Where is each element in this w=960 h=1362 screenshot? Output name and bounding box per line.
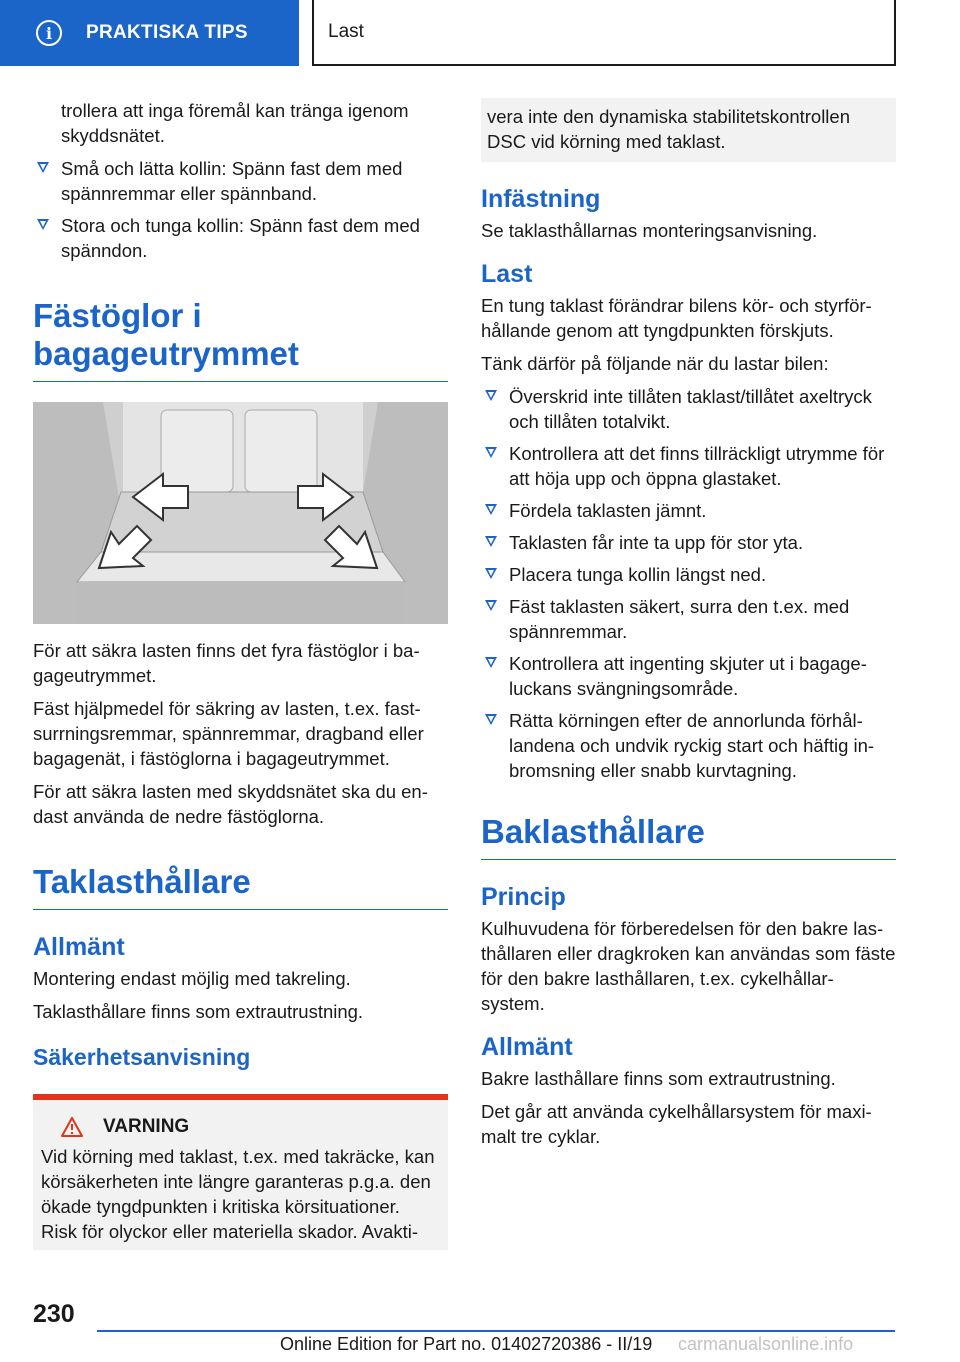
bullet-triangle-icon xyxy=(37,162,49,173)
warning-triangle-icon xyxy=(61,1117,83,1137)
bullet-triangle-icon xyxy=(485,504,497,515)
paragraph: Fäst hjälpmedel för säkring av lasten, t.ex. fast-surrningsremmar, spännremmar, dragband eller bagagenät, i fästöglorna i bagageutrymmet. xyxy=(33,698,424,769)
paragraph: En tung taklast förändrar bilens kör- och styrför-hållande genom att tyngdpunkten förskjuts. xyxy=(481,295,872,341)
list-item: Stora och tunga kollin: Spänn fast dem med spänndon. xyxy=(33,213,448,263)
bullet-triangle-icon xyxy=(485,600,497,611)
paragraph: Se taklasthållarnas monteringsanvisning. xyxy=(481,220,818,241)
paragraph: Bakre lasthållare finns som extrautrustning. xyxy=(481,1068,836,1089)
section-label: PRAKTISKA TIPS xyxy=(86,22,248,43)
bullet-triangle-icon xyxy=(485,714,497,725)
heading-infastning: Infästning xyxy=(481,185,601,213)
section-tab[interactable] xyxy=(0,0,299,66)
info-icon: i xyxy=(36,20,62,46)
bullet-triangle-icon xyxy=(485,536,497,547)
warning-continuation-box xyxy=(481,98,896,162)
heading-baklasthallare: Baklasthållare xyxy=(481,813,896,860)
heading-allmant-bak: Allmänt xyxy=(481,1033,573,1061)
heading-princip: Princip xyxy=(481,883,566,911)
paragraph: För att säkra lasten finns det fyra fästöglor i ba-gageutrymmet. xyxy=(33,640,420,686)
continued-text: trollera att inga föremål kan tränga igenom skyddsnätet. xyxy=(61,100,409,146)
paragraph: Montering endast möjlig med takreling. xyxy=(33,968,351,989)
list-item: Taklasten får inte ta upp för stor yta. xyxy=(481,530,896,555)
heading-sakerhetsanvisning: Säkerhetsanvisning xyxy=(33,1044,251,1070)
paragraph: För att säkra lasten med skyddsnätet ska du en-dast använda de nedre fästöglorna. xyxy=(33,781,428,827)
trunk-illustration xyxy=(33,402,448,624)
edition-text: Online Edition for Part no. 01402720386 - II/19 xyxy=(280,1334,653,1354)
bullet-triangle-icon xyxy=(485,568,497,579)
list-item: Överskrid inte tillåten taklast/tillåtet axeltryck och tillåten totalvikt. xyxy=(481,384,896,434)
bullet-triangle-icon xyxy=(485,447,497,458)
warning-header xyxy=(41,1116,438,1138)
warning-box xyxy=(33,1094,448,1250)
heading-fastoglor: Fästöglor i bagageutrymmet xyxy=(33,297,448,382)
list-item: Små och lätta kollin: Spänn fast dem med spännremmar eller spännband. xyxy=(33,156,448,206)
warning-text: Vid körning med taklast, t.ex. med takräcke, kan körsäkerheten inte längre garanteras p.g.a. den ökade tyngdpunkten i kritiska körsituationer. Risk för olyckor eller materiella skador. Avakti- xyxy=(41,1146,435,1242)
list-item: Kontrollera att ingenting skjuter ut i bagage-luckans svängningsområde. xyxy=(481,651,896,701)
trunk-photo xyxy=(33,402,448,624)
list-item: Placera tunga kollin längst ned. xyxy=(481,562,896,587)
bullet-list-top xyxy=(33,156,448,263)
chapter-title xyxy=(312,0,896,66)
bullet-triangle-icon xyxy=(485,657,497,668)
watermark-text: carmanualsonline.info xyxy=(678,1334,854,1354)
footer-divider xyxy=(97,1330,895,1332)
paragraph: Kulhuvudena för förberedelsen för den bakre las-thållaren eller dragkroken kan användas som fäste för den bakre lasthållaren, t.ex. cykelhållar-system. xyxy=(481,918,896,1014)
page-number: 230 xyxy=(33,1300,75,1328)
list-item: Fördela taklasten jämnt. xyxy=(481,498,896,523)
heading-allmant: Allmänt xyxy=(33,933,125,961)
right-column xyxy=(481,98,896,1157)
list-item: Fäst taklasten säkert, surra den t.ex. med spännremmar. xyxy=(481,594,896,644)
warning-continuation-text: vera inte den dynamiska stabilitetskontrollen DSC vid körning med taklast. xyxy=(487,106,850,152)
list-item: Kontrollera att det finns tillräckligt utrymme för att höja upp och öppna glastaket. xyxy=(481,441,896,491)
warning-label: VARNING xyxy=(103,1116,190,1137)
list-item: Rätta körningen efter de annorlunda förhål-landena och undvik ryckig start och häftig in-bromsning eller snabb kurvtagning. xyxy=(481,708,896,783)
bullet-triangle-icon xyxy=(37,219,49,230)
left-column xyxy=(33,98,448,1250)
paragraph: Taklasthållare finns som extrautrustning. xyxy=(33,1001,364,1022)
bullet-triangle-icon xyxy=(485,390,497,401)
paragraph: Tänk därför på följande när du lastar bilen: xyxy=(481,353,829,374)
heading-last: Last xyxy=(481,260,533,288)
chapter-label: Last xyxy=(328,21,364,42)
bullet-list-last xyxy=(481,384,896,783)
paragraph: Det går att använda cykelhållarsystem för maxi-malt tre cyklar. xyxy=(481,1101,872,1147)
heading-taklasthallare: Taklasthållare xyxy=(33,863,448,910)
